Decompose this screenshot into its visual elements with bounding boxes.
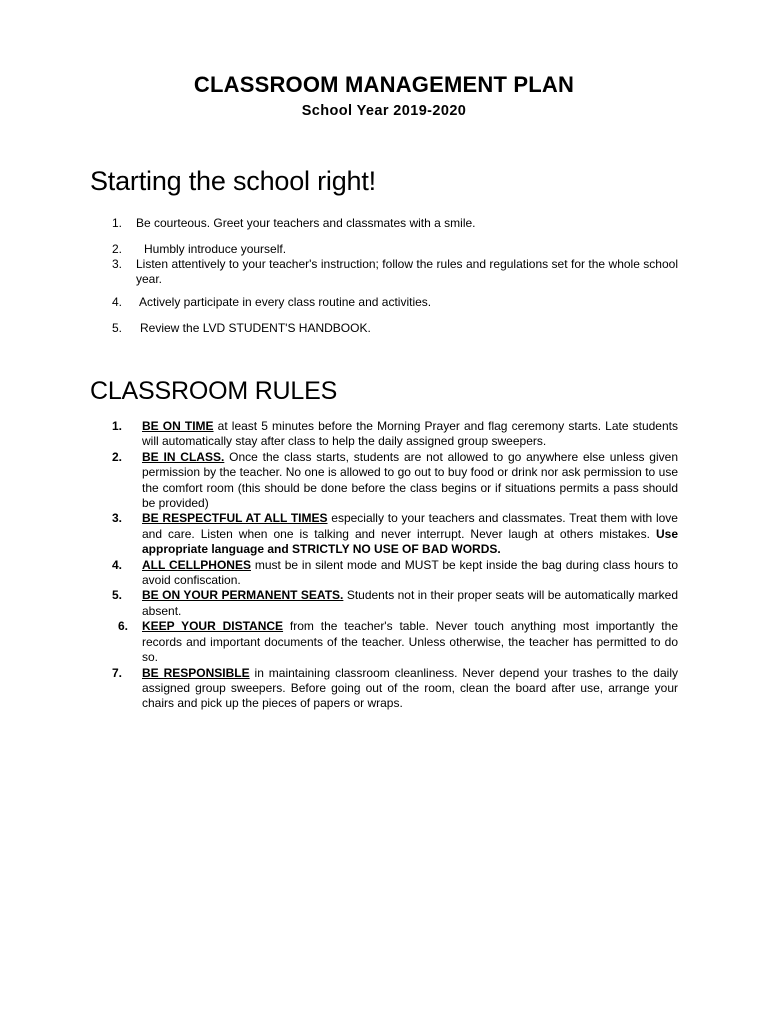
rule-number: 5.: [112, 588, 123, 603]
rule-item: [112, 666, 678, 712]
starting-list: [112, 216, 678, 336]
list-item-text: Humbly introduce yourself.: [144, 242, 287, 256]
document-title: CLASSROOM MANAGEMENT PLAN: [193, 72, 575, 97]
list-item-text: Review the LVD STUDENT'S HANDBOOK.: [140, 321, 371, 335]
list-item-number: 2.: [112, 242, 123, 256]
list-item-text: Listen attentively to your teacher's instruction; follow the rules and regulations set for the whole school year.: [136, 257, 678, 286]
rule-number: 3.: [112, 511, 123, 526]
rule-text: especially to your teachers and classmates. Treat them with love and care. Listen when one is talking and never interrupt. Never laugh at others mistakes.: [142, 511, 678, 541]
list-item: [112, 242, 678, 257]
rule-text: in maintaining classroom cleanliness. Never depend your trashes to the daily assigned group sweepers. Before going out of the room, clean the board after use, arrange your chairs and pick up the pieces of papers or wraps.: [142, 665, 678, 711]
list-item: [112, 216, 678, 231]
list-item-text: Actively participate in every class routine and activities.: [139, 295, 432, 309]
rule-item: [112, 558, 678, 589]
rule-lead: BE RESPECTFUL AT ALL TIMES: [142, 511, 328, 526]
rule-text: at least 5 minutes before the Morning Prayer and flag ceremony starts. Late students will automatically stay after class to help the daily assigned group sweepers.: [142, 419, 678, 449]
list-item-text: Be courteous. Greet your teachers and classmates with a smile.: [136, 216, 476, 230]
list-item: [112, 295, 678, 310]
rule-text: must be in silent mode and MUST be kept inside the bag during class hours to avoid confiscation.: [142, 557, 678, 588]
list-item: [112, 321, 678, 336]
rule-number: 2.: [112, 449, 123, 464]
section-heading-starting: Starting the school right!: [90, 166, 376, 196]
rule-item: [112, 619, 678, 665]
rule-emphasis: Use appropriate language and STRICTLY NO USE OF BAD WORDS.: [142, 526, 678, 557]
rule-lead: ALL CELLPHONES: [142, 557, 251, 572]
list-item-number: 3.: [112, 257, 123, 271]
rule-item: [112, 419, 678, 450]
rules-list: [112, 419, 678, 712]
rule-item: [112, 588, 678, 619]
section-heading-rules: CLASSROOM RULES: [90, 377, 338, 405]
rule-number: 7.: [112, 665, 123, 680]
rule-text: from the teacher's table. Never touch anything most importantly the records and important documents of the teacher. Unless otherwise, the teacher has permitted to do so.: [142, 619, 678, 665]
rule-text: Once the class starts, students are not allowed to go anywhere else unless given permission by the teacher. No one is allowed to go out to buy food or drink nor ask permission to use the comfort room (this should be done before the class begins or if situations permits a pass should be provided): [142, 449, 678, 511]
rule-lead: BE ON TIME: [142, 419, 214, 433]
list-item-number: 4.: [112, 295, 123, 309]
rule-number: 6.: [118, 619, 129, 634]
rule-number: 4.: [112, 557, 123, 572]
rule-lead: BE ON YOUR PERMANENT SEATS.: [142, 588, 344, 603]
rule-lead: BE RESPONSIBLE: [142, 665, 250, 680]
rule-lead: BE IN CLASS.: [142, 449, 225, 464]
rule-lead: KEEP YOUR DISTANCE: [142, 619, 284, 634]
rule-item: [112, 511, 678, 557]
list-item-number: 5.: [112, 321, 123, 335]
list-item: [112, 257, 678, 287]
document-subtitle: School Year 2019-2020: [301, 103, 467, 119]
rule-number: 1.: [112, 419, 123, 433]
rule-text: Students not in their proper seats will be automatically marked absent.: [142, 588, 679, 618]
list-item-number: 1.: [112, 216, 123, 230]
rule-item: [112, 450, 678, 512]
